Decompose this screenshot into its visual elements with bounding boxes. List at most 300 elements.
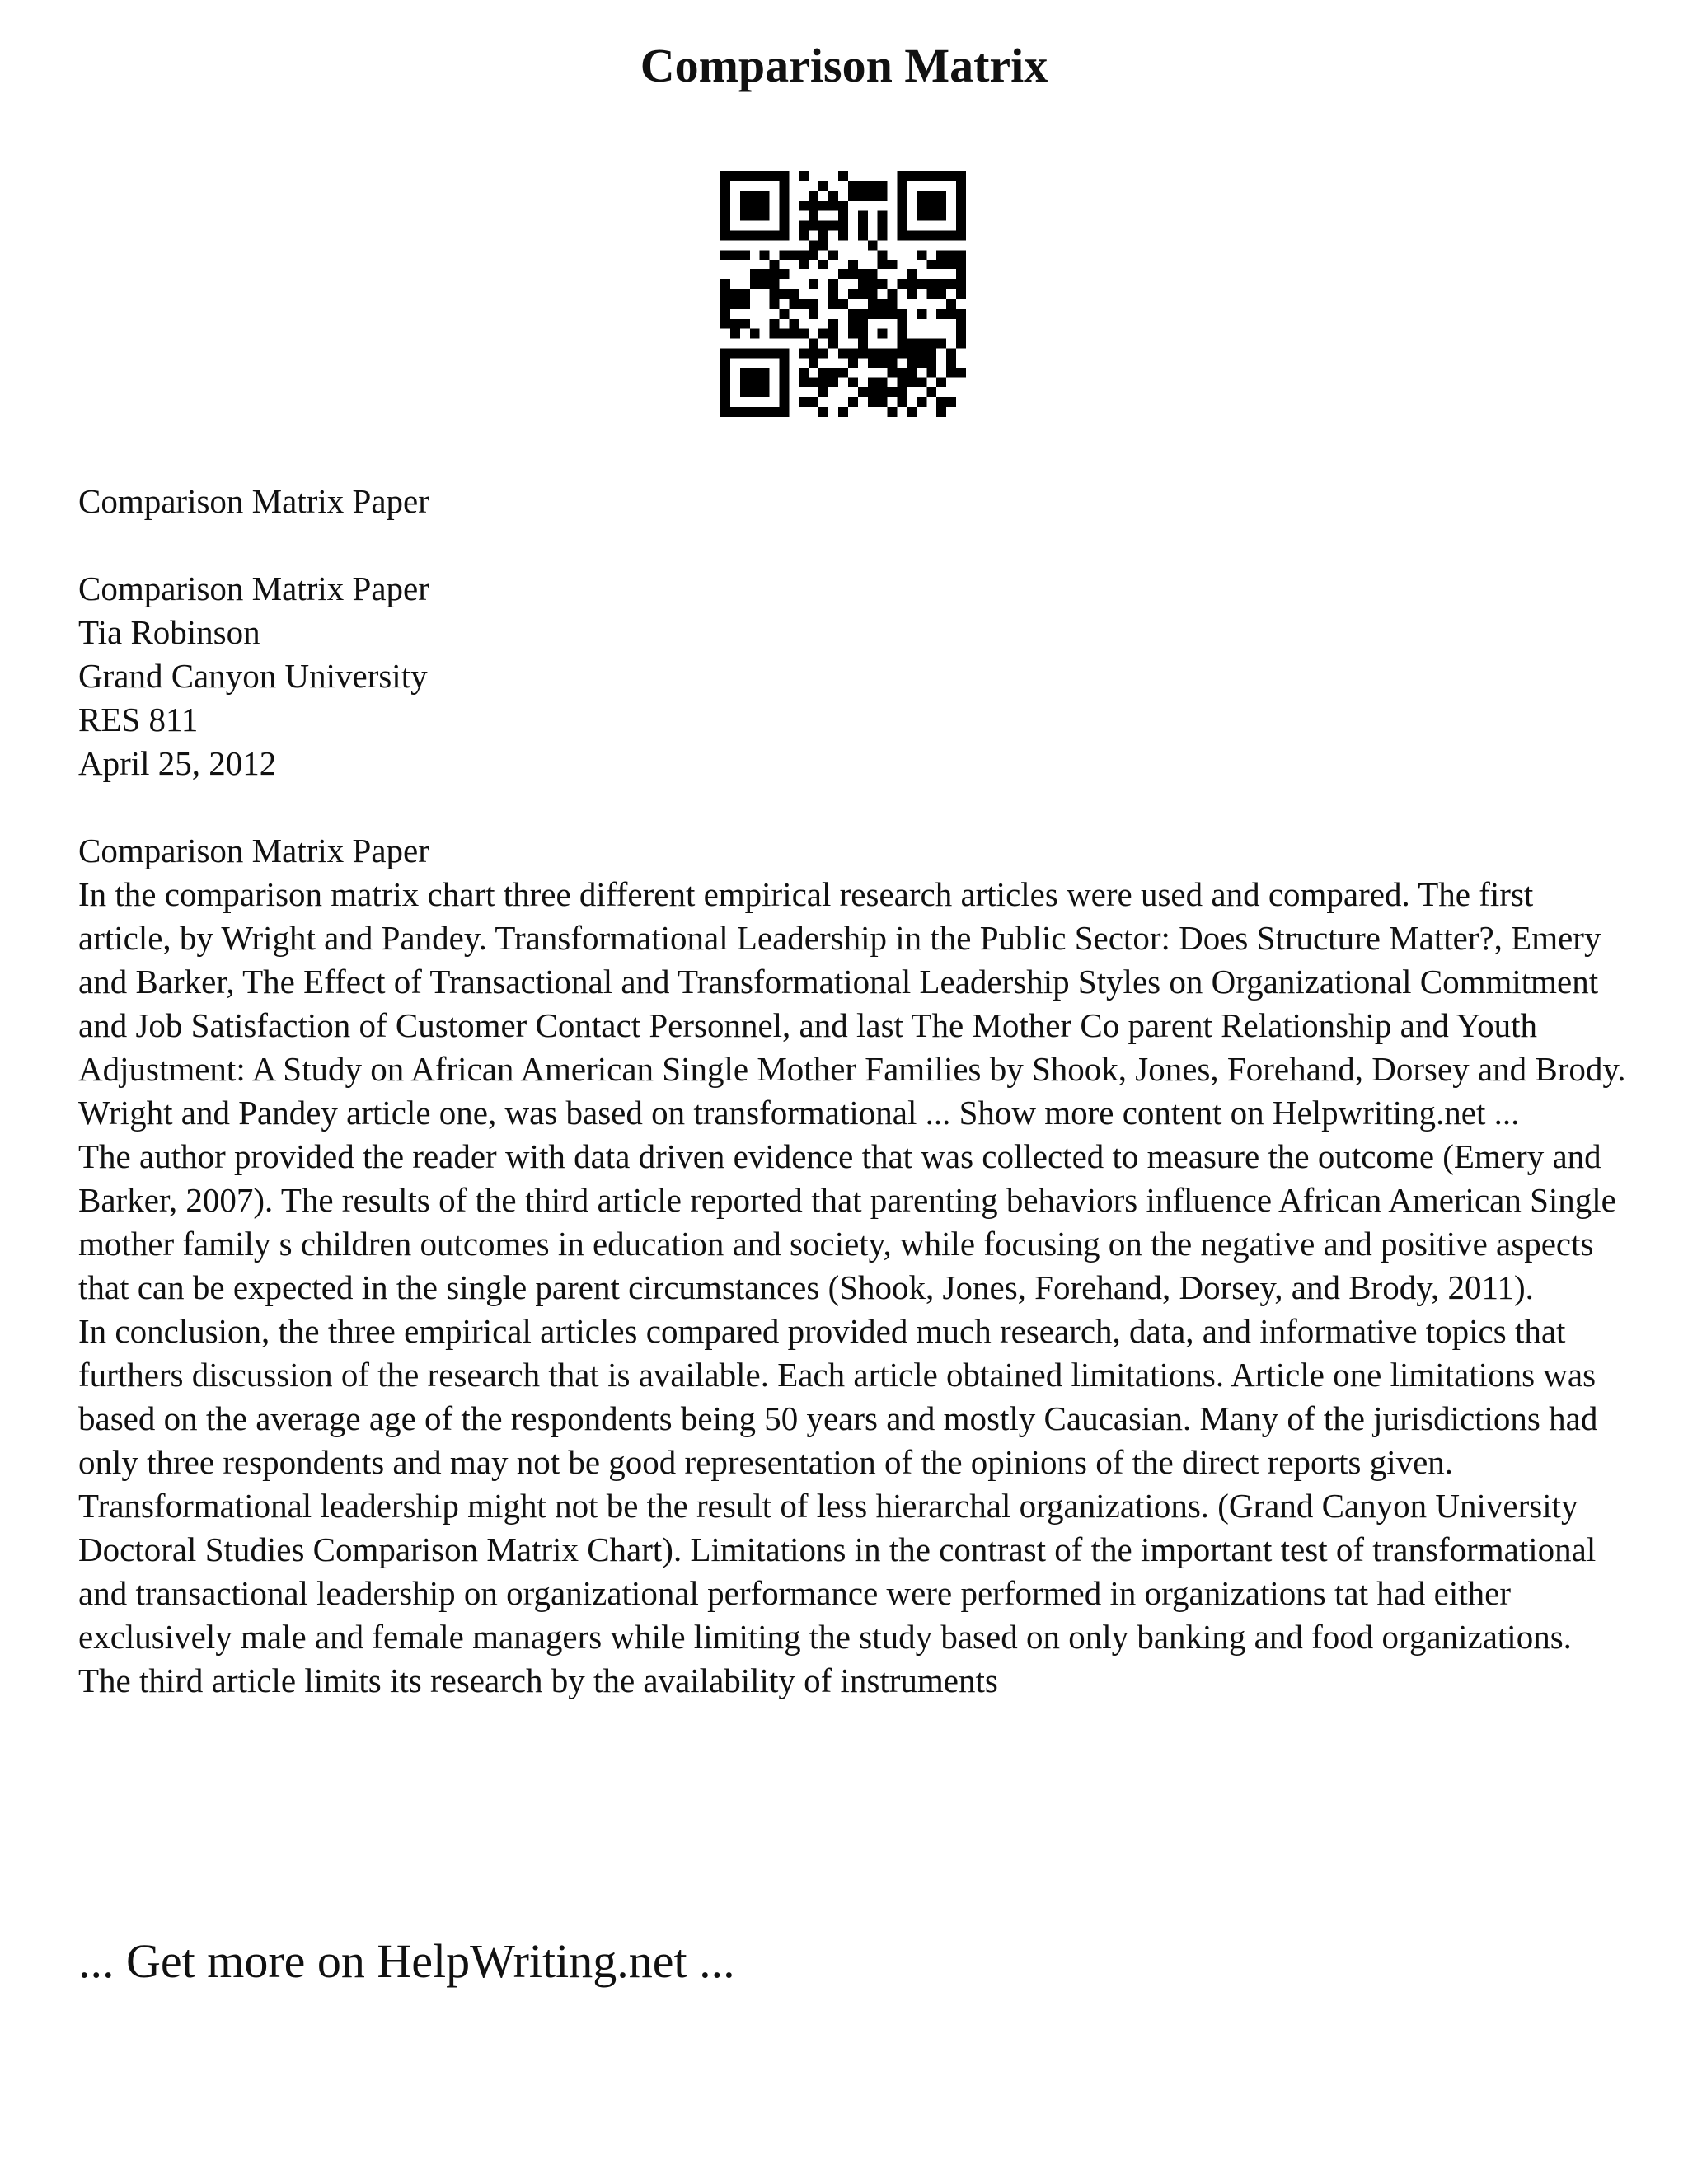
qr-module (720, 299, 730, 309)
qr-module (828, 279, 838, 289)
qr-module (898, 387, 907, 397)
qr-module (917, 211, 926, 221)
spacer (78, 523, 1628, 567)
paragraph: In conclusion, the three empirical articles compared provided much research, data, and informative topics that furthers discussion of the research that is available. Each article obtained limitations. Article one limitations was based on the average age of the respondents being 50 years and mostly Caucasian. Many of the jurisdictions had only three respondents and may not be good representation of the opinions of the direct reports given. Transformational leadership might not be the result of less hierarchal organizations. (Grand Canyon University Doctoral Studies Comparison Matrix Chart). Limitations in the contrast of the important test of transformational and transactional leadership on organizational performance were performed in organizations tat had either exclusively male and female managers while limiting the study based on only banking and food organizations. The third article limits its research by the availability of instruments (78, 1312, 1598, 1699)
paragraph: In the comparison matrix chart three different empirical research articles were used and compared. The first article, by Wright and Pandey. Transformational Leadership in the Public Sector: Does Structure Matter?, Emery and Barker, The Effect of Transactional and Transformational Leadership Styles on Organizational Commitment and Job Satisfaction of Customer Contact Personnel, and last The Mother Co parent Relationship and Youth Adjustment: A Study on African American Single Mother Families by Shook, Jones, Forehand, Dorsey and Brody. (78, 875, 1626, 1088)
qr-module (770, 269, 780, 279)
qr-module (898, 201, 907, 211)
qr-module (720, 231, 730, 241)
qr-module (740, 231, 750, 241)
qr-module (926, 171, 936, 181)
qr-module (818, 407, 828, 417)
qr-module (868, 240, 878, 250)
qr-module (750, 407, 760, 417)
qr-module (956, 329, 966, 339)
qr-module (926, 191, 936, 201)
qr-module (878, 211, 888, 221)
qr-module (809, 358, 818, 368)
qr-module (858, 279, 868, 289)
qr-module (760, 377, 770, 387)
qr-module (936, 279, 946, 289)
qr-module (770, 407, 780, 417)
qr-module (740, 368, 750, 377)
qr-module (740, 377, 750, 387)
qr-module (956, 201, 966, 211)
qr-module (956, 250, 966, 260)
qr-module (740, 407, 750, 417)
qr-module (956, 171, 966, 181)
qr-module (858, 309, 868, 319)
qr-module (799, 250, 809, 260)
qr-module (848, 349, 858, 359)
qr-code-graphic (720, 171, 966, 417)
qr-module (888, 407, 898, 417)
qr-module (818, 377, 828, 387)
qr-module (750, 349, 760, 359)
qr-module (740, 201, 750, 211)
qr-module (780, 289, 790, 299)
qr-module (720, 289, 730, 299)
qr-module (878, 250, 888, 260)
qr-module (878, 329, 888, 339)
qr-module (956, 260, 966, 269)
qr-module (809, 299, 818, 309)
document-body (78, 480, 1628, 1703)
qr-module (956, 368, 966, 377)
qr-module (848, 329, 858, 339)
qr-module (780, 201, 790, 211)
qr-module (838, 211, 848, 221)
qr-module (828, 289, 838, 299)
qr-module (878, 299, 888, 309)
course-code: RES 811 (78, 701, 199, 738)
qr-module (917, 279, 926, 289)
qr-module (898, 211, 907, 221)
qr-module (946, 368, 956, 377)
qr-module (720, 387, 730, 397)
qr-module (936, 171, 946, 181)
qr-module (946, 299, 956, 309)
qr-module (848, 309, 858, 319)
qr-module (956, 231, 966, 241)
qr-module (926, 349, 936, 359)
qr-module (878, 309, 888, 319)
qr-module (809, 211, 818, 221)
qr-module (730, 250, 740, 260)
qr-module (828, 319, 838, 329)
qr-module (720, 191, 730, 201)
qr-module (936, 211, 946, 221)
qr-module (780, 171, 790, 181)
qr-module (946, 309, 956, 319)
qr-module (720, 368, 730, 377)
qr-module (828, 339, 838, 349)
qr-module (740, 191, 750, 201)
qr-module (878, 221, 888, 231)
qr-module (858, 221, 868, 231)
qr-module (917, 201, 926, 211)
qr-module (868, 309, 878, 319)
qr-module (780, 181, 790, 191)
qr-module (750, 329, 760, 339)
qr-module (868, 279, 878, 289)
page-title: Comparison Matrix (640, 39, 1048, 92)
qr-module (936, 289, 946, 299)
qr-module (760, 201, 770, 211)
date: April 25, 2012 (78, 744, 277, 782)
qr-module (917, 231, 926, 241)
qr-module (907, 339, 917, 349)
qr-module (848, 191, 858, 201)
qr-module (780, 377, 790, 387)
qr-module (809, 201, 818, 211)
qr-module (878, 260, 888, 269)
qr-module (818, 329, 828, 339)
qr-module (858, 339, 868, 349)
qr-module (760, 211, 770, 221)
qr-module (730, 299, 740, 309)
qr-module (858, 231, 868, 241)
qr-module (898, 339, 907, 349)
qr-module (946, 349, 956, 359)
qr-module (838, 269, 848, 279)
qr-module (740, 289, 750, 299)
qr-module (946, 358, 956, 368)
qr-module (740, 211, 750, 221)
qr-module (898, 329, 907, 339)
qr-module (730, 171, 740, 181)
qr-module (956, 319, 966, 329)
qr-module (888, 260, 898, 269)
qr-module (789, 329, 799, 339)
qr-module (780, 191, 790, 201)
qr-module (828, 329, 838, 339)
qr-module (838, 407, 848, 417)
qr-module (809, 397, 818, 407)
qr-module (907, 231, 917, 241)
qr-module (720, 397, 730, 407)
qr-module (828, 299, 838, 309)
qr-module (868, 289, 878, 299)
qr-module (818, 368, 828, 377)
qr-module (828, 377, 838, 387)
qr-module (868, 397, 878, 407)
qr-module (907, 279, 917, 289)
qr-module (740, 319, 750, 329)
qr-module (799, 201, 809, 211)
qr-module (868, 299, 878, 309)
qr-module (898, 191, 907, 201)
qr-module (956, 221, 966, 231)
qr-module (750, 279, 760, 289)
qr-module (907, 269, 917, 279)
qr-module (936, 377, 946, 387)
qr-module (907, 407, 917, 417)
qr-module (898, 377, 907, 387)
qr-module (780, 368, 790, 377)
qr-module (838, 221, 848, 231)
qr-module (770, 319, 780, 329)
qr-module (858, 191, 868, 201)
qr-module (789, 289, 799, 299)
qr-module (720, 309, 730, 319)
qr-module (799, 221, 809, 231)
qr-module (956, 191, 966, 201)
qr-module (946, 397, 956, 407)
qr-module (770, 349, 780, 359)
qr-module (720, 407, 730, 417)
qr-module (809, 191, 818, 201)
qr-module (799, 260, 809, 269)
qr-module (936, 191, 946, 201)
qr-module (780, 407, 790, 417)
qr-module (809, 240, 818, 250)
qr-module (789, 250, 799, 260)
get-more-link[interactable]: ... Get more on HelpWriting.net ... (78, 1934, 735, 1988)
qr-module (878, 387, 888, 397)
qr-module (907, 171, 917, 181)
qr-module (946, 260, 956, 269)
qr-module (750, 231, 760, 241)
qr-module (760, 279, 770, 289)
qr-module (720, 171, 730, 181)
qr-module (799, 377, 809, 387)
qr-module (818, 201, 828, 211)
qr-module (828, 368, 838, 377)
qr-module (720, 377, 730, 387)
qr-module (926, 387, 936, 397)
qr-module (888, 299, 898, 309)
qr-module (888, 349, 898, 359)
qr-module (868, 377, 878, 387)
qr-module (907, 349, 917, 359)
qr-module (926, 279, 936, 289)
qr-module (848, 397, 858, 407)
qr-module (898, 181, 907, 191)
qr-module (888, 368, 898, 377)
qr-module (760, 387, 770, 397)
qr-module (868, 387, 878, 397)
qr-module (760, 250, 770, 260)
qr-module (956, 279, 966, 289)
qr-module (780, 221, 790, 231)
qr-module (740, 387, 750, 397)
qr-module (780, 397, 790, 407)
qr-module (730, 329, 740, 339)
qr-module (868, 349, 878, 359)
qr-module (760, 191, 770, 201)
qr-module (936, 231, 946, 241)
qr-module (799, 299, 809, 309)
qr-module (828, 250, 838, 260)
qr-module (720, 279, 730, 289)
qr-module (770, 231, 780, 241)
qr-module (917, 358, 926, 368)
qr-module (838, 171, 848, 181)
qr-module (907, 377, 917, 387)
qr-module (858, 387, 868, 397)
qr-module (730, 231, 740, 241)
qr-module (858, 211, 868, 221)
qr-module (917, 349, 926, 359)
qr-module (750, 201, 760, 211)
qr-module (926, 211, 936, 221)
institution: Grand Canyon University (78, 657, 428, 695)
qr-module (740, 171, 750, 181)
qr-module (780, 349, 790, 359)
qr-module (760, 349, 770, 359)
qr-module (818, 240, 828, 250)
qr-module (838, 201, 848, 211)
qr-module (730, 349, 740, 359)
qr-module (848, 181, 858, 191)
section-heading: Comparison Matrix Paper (78, 832, 429, 869)
qr-module (898, 319, 907, 329)
qr-module (917, 339, 926, 349)
qr-module (868, 269, 878, 279)
qr-module (838, 349, 848, 359)
qr-module (760, 269, 770, 279)
qr-module (750, 171, 760, 181)
qr-module (848, 289, 858, 299)
qr-module (838, 368, 848, 377)
qr-module (760, 231, 770, 241)
qr-module (720, 319, 730, 329)
qr-module (809, 339, 818, 349)
qr-module (730, 289, 740, 299)
qr-module (809, 377, 818, 387)
qr-module (730, 407, 740, 417)
qr-module (858, 289, 868, 299)
qr-code-icon (720, 171, 966, 417)
qr-module (780, 329, 790, 339)
qr-module (917, 309, 926, 319)
qr-module (936, 309, 946, 319)
qr-module (956, 269, 966, 279)
qr-module (946, 250, 956, 260)
qr-module (818, 387, 828, 397)
qr-module (878, 358, 888, 368)
qr-module (848, 260, 858, 269)
qr-module (838, 231, 848, 241)
qr-module (799, 397, 809, 407)
qr-module (878, 349, 888, 359)
qr-module (848, 358, 858, 368)
qr-module (799, 368, 809, 377)
qr-module (770, 329, 780, 339)
qr-module (898, 349, 907, 359)
qr-module (809, 279, 818, 289)
qr-module (878, 397, 888, 407)
qr-module (730, 319, 740, 329)
qr-module (799, 231, 809, 241)
qr-module (936, 250, 946, 260)
qr-module (926, 231, 936, 241)
qr-module (917, 250, 926, 260)
qr-module (760, 171, 770, 181)
qr-module (789, 319, 799, 329)
qr-module (780, 309, 790, 319)
qr-module (750, 191, 760, 201)
qr-module (750, 269, 760, 279)
qr-module (770, 289, 780, 299)
qr-module (740, 250, 750, 260)
qr-module (818, 221, 828, 231)
qr-module (858, 269, 868, 279)
qr-module (917, 191, 926, 201)
paragraph: Wright and Pandey article one, was based on transformational ... Show more content on Helpwriting.net ... (78, 1094, 1520, 1132)
qr-module (926, 368, 936, 377)
qr-module (898, 279, 907, 289)
qr-module (888, 289, 898, 299)
qr-module (720, 201, 730, 211)
qr-module (898, 397, 907, 407)
qr-module (720, 358, 730, 368)
qr-module (780, 358, 790, 368)
qr-module (888, 387, 898, 397)
spacer (78, 785, 1628, 829)
qr-module (936, 201, 946, 211)
qr-module (878, 231, 888, 241)
qr-module (770, 299, 780, 309)
qr-module (809, 221, 818, 231)
qr-module (828, 191, 838, 201)
qr-module (720, 211, 730, 221)
qr-module (818, 181, 828, 191)
qr-module (907, 358, 917, 368)
qr-module (799, 349, 809, 359)
qr-module (888, 309, 898, 319)
qr-module (956, 211, 966, 221)
qr-module (780, 231, 790, 241)
qr-module (917, 171, 926, 181)
qr-module (858, 181, 868, 191)
qr-module (917, 377, 926, 387)
qr-module (770, 260, 780, 269)
qr-module (878, 191, 888, 201)
qr-module (956, 309, 966, 319)
qr-module (720, 349, 730, 359)
qr-module (848, 269, 858, 279)
qr-module (858, 329, 868, 339)
qr-module (760, 407, 770, 417)
qr-module (956, 181, 966, 191)
paragraph: The author provided the reader with data driven evidence that was collected to measure the outcome (Emery and Barker, 2007). The results of the third article reported that parenting behaviors influence African American Single mother family s children outcomes in education and society, while focusing on the negative and positive aspects that can be expected in the single parent circumstances (Shook, Jones, Forehand, Dorsey, and Brody, 2011). (78, 1137, 1616, 1306)
qr-module (888, 358, 898, 368)
qr-module (878, 377, 888, 387)
qr-module (828, 201, 838, 211)
qr-module (818, 260, 828, 269)
qr-module (946, 279, 956, 289)
qr-module (799, 329, 809, 339)
qr-module (898, 309, 907, 319)
qr-module (809, 250, 818, 260)
qr-module (720, 221, 730, 231)
qr-module (760, 368, 770, 377)
qr-module (750, 368, 760, 377)
qr-module (858, 319, 868, 329)
qr-module (956, 289, 966, 299)
qr-module (936, 260, 946, 269)
qr-module (809, 349, 818, 359)
qr-module (898, 368, 907, 377)
qr-module (926, 289, 936, 299)
qr-module (780, 211, 790, 221)
author-name: Tia Robinson (78, 613, 260, 651)
qr-module (946, 171, 956, 181)
qr-module (780, 387, 790, 397)
qr-module (926, 260, 936, 269)
